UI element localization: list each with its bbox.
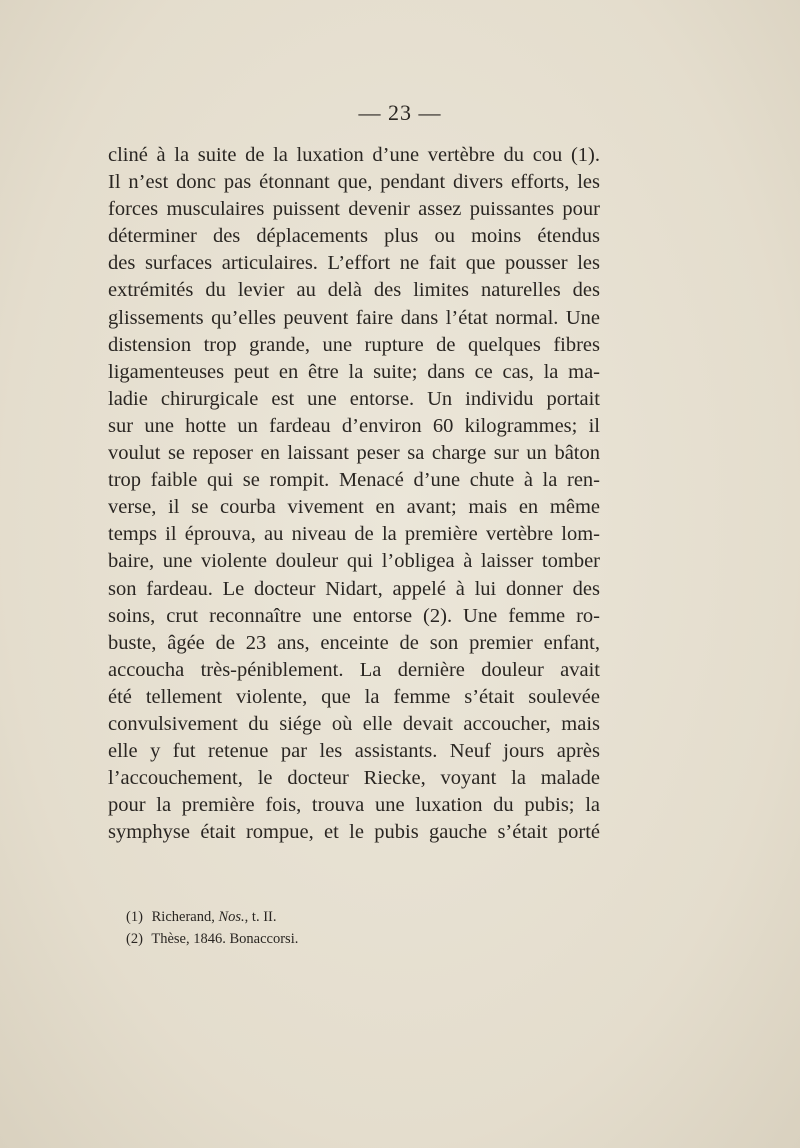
footnote-work: Nos. bbox=[218, 909, 245, 925]
footnote-1 bbox=[126, 906, 586, 928]
text-line: soins, crut reconnaître une entorse (2). Une femme ro- bbox=[108, 604, 600, 627]
text-line: extrémités du levier au delà des limites naturelles des bbox=[108, 279, 600, 302]
page-number: — 23 — bbox=[358, 100, 442, 125]
text-line: ladie chirurgicale est une entorse. Un individu portait bbox=[108, 387, 600, 410]
footnote-marker: (2) bbox=[126, 931, 143, 947]
footnote-2 bbox=[126, 928, 586, 950]
body-text bbox=[108, 142, 600, 846]
text-line: buste, âgée de 23 ans, enceinte de son premier enfant, bbox=[108, 631, 600, 654]
footnotes bbox=[126, 906, 586, 950]
text-line: sur une hotte un fardeau d’environ 60 kilogrammes; il bbox=[108, 414, 600, 437]
text-line: son fardeau. Le docteur Nidart, appelé à lui donner des bbox=[108, 577, 600, 600]
text-line: Il n’est donc pas étonnant que, pendant divers efforts, les bbox=[108, 171, 600, 194]
text-line: glissements qu’elles peuvent faire dans l’état normal. Une bbox=[108, 306, 600, 329]
text-line: cliné à la suite de la luxation d’une vertèbre du cou (1). bbox=[108, 144, 600, 166]
text-line: elle y fut retenue par les assistants. Neuf jours après bbox=[108, 740, 600, 763]
text-line: accoucha très-péniblement. La dernière douleur avait bbox=[108, 658, 600, 681]
text-line: distension trop grande, une rupture de quelques fibres bbox=[108, 333, 600, 356]
text-line: voulut se reposer en laissant peser sa charge sur un bâton bbox=[108, 442, 600, 465]
footnote-marker: (1) bbox=[126, 909, 143, 925]
text-line: été tellement violente, que la femme s’était soulevée bbox=[108, 685, 600, 708]
text-line: symphyse était rompue, et le pubis gauche s’était porté bbox=[108, 821, 600, 844]
footnote-rest: , t. II. bbox=[244, 909, 277, 925]
text-line: baire, une violente douleur qui l’obligea à laisser tomber bbox=[108, 550, 600, 573]
text-line: des surfaces articulaires. L’effort ne fait que pousser les bbox=[108, 252, 600, 275]
text-line: verse, il se courba vivement en avant; mais en même bbox=[108, 496, 600, 519]
text-line: déterminer des déplacements plus ou moins étendus bbox=[108, 225, 600, 248]
text-line: trop faible qui se rompit. Menacé d’une chute à la ren- bbox=[108, 469, 600, 492]
text-line: forces musculaires puissent devenir assez puissantes pour bbox=[108, 198, 600, 221]
text-line: temps il éprouva, au niveau de la première vertèbre lom- bbox=[108, 523, 600, 546]
footnote-author: Thèse, 1846. Bonaccorsi. bbox=[151, 931, 299, 947]
text-line: ligamenteuses peut en être la suite; dans ce cas, la ma- bbox=[108, 360, 600, 383]
text-line: l’accouchement, le docteur Riecke, voyant la malade bbox=[108, 767, 600, 790]
text-line: convulsivement du siége où elle devait accoucher, mais bbox=[108, 712, 600, 735]
footnote-author: Richerand, bbox=[151, 909, 215, 925]
text-line: pour la première fois, trouva une luxation du pubis; la bbox=[108, 794, 600, 817]
